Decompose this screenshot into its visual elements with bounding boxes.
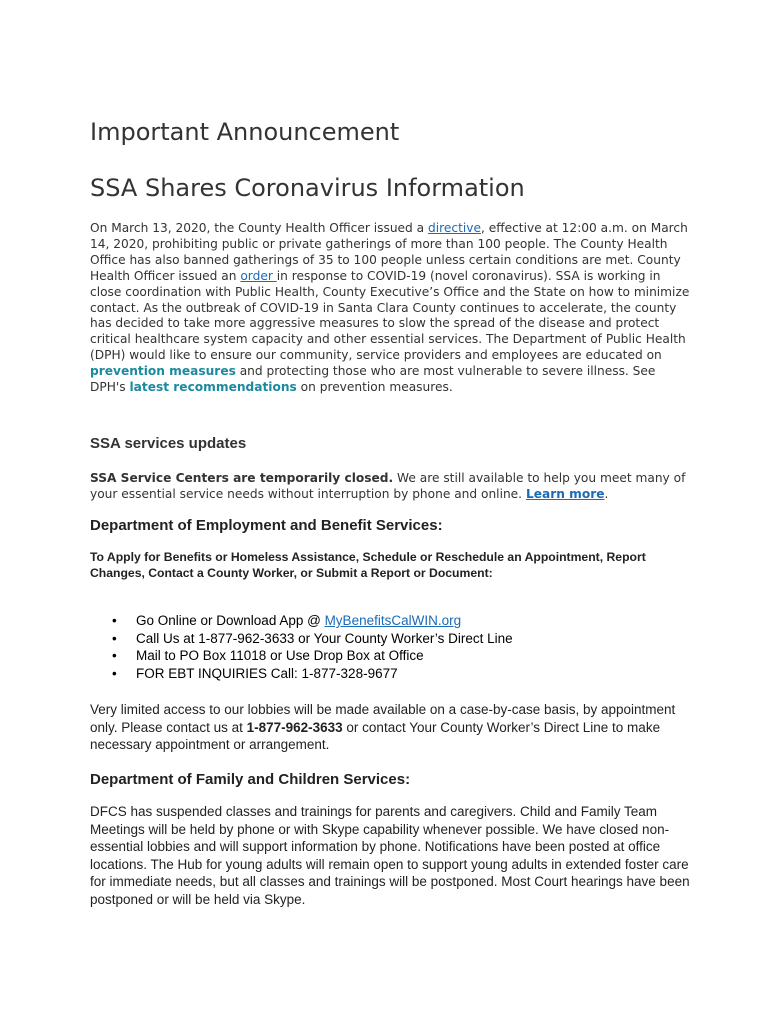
intro-text-5: on prevention measures.: [296, 380, 453, 395]
announcement-heading: Important Announcement: [90, 118, 400, 146]
intro-text-1: On March 13, 2020, the County Health Officer issued a: [90, 221, 429, 235]
mybenefits-link[interactable]: MyBenefitsCalWIN.org: [324, 613, 462, 628]
bullet-icon: •: [112, 648, 117, 663]
bullet-text: Call Us at 1-877-962-3633 or Your County Worker’s Direct Line: [136, 630, 513, 646]
debs-heading: Department of Employment and Benefit Services:: [90, 517, 443, 534]
intro-text-4: and protecting those who are most vulnerable to severe illness. See DPH's: [90, 364, 656, 395]
order-link[interactable]: order: [240, 268, 277, 283]
lobby-text-1: Very limited access to our lobbies will be made available on a case-by-case basis, by appointment only. Please contact us at: [90, 702, 676, 735]
bullet-icon: •: [112, 630, 117, 646]
services-text: We are still available to help you meet many of your essential service needs without interruption by phone and online.: [90, 471, 686, 501]
bullet-text: FOR EBT INQUIRIES Call: 1-877-328-9677: [136, 665, 398, 681]
list-item: [112, 647, 513, 665]
bullet-icon: •: [112, 665, 117, 681]
debs-lobby-paragraph: [90, 701, 690, 754]
intro-text-3: in response to COVID-19 (novel coronavirus). SSA is working in close coordination with Public Health, County Executive’s Office and the State on how to minimize contact. As the outbreak of COVID-19 in Santa Clara County continues to accelerate, the county has decided to take more aggressive measures to slow the spread of the disease and protect critical healthcare system capacity and other essential services. The Department of Public Health (DPH) would like to ensure our community, service providers and employees are educated on: [90, 268, 690, 363]
list-item: [112, 612, 513, 630]
lobby-phone: 1-877-962-3633: [246, 719, 343, 735]
lobby-text-2: or contact Your County Worker’s Direct Line to make necessary appointment or arrangement.: [90, 719, 661, 752]
latest-recommendations-link[interactable]: latest recommendations: [129, 380, 297, 395]
dfcs-heading: Department of Family and Children Services:: [90, 771, 411, 788]
services-end: .: [604, 487, 609, 501]
intro-paragraph: [90, 221, 690, 396]
intro-text-2: , effective at 12:00 a.m. on March 14, 2020, prohibiting public or private gatherings of more than 100 people. The County Health Office has also banned gatherings of 35 to 100 people unless certain conditions are met. County Health Officer issued an: [90, 221, 688, 283]
directive-link[interactable]: directive: [428, 221, 481, 235]
prevention-measures-link[interactable]: prevention measures: [90, 364, 236, 379]
services-closed-notice: SSA Service Centers are temporarily closed.: [90, 471, 394, 485]
debs-intro: To Apply for Benefits or Homeless Assistance, Schedule or Reschedule an Appointment, Report Changes, Contact a County Worker, or Submit a Report or Document:: [90, 550, 646, 580]
learn-more-link[interactable]: Learn more: [525, 487, 605, 501]
list-item: [112, 630, 513, 648]
bullet-icon: •: [112, 613, 117, 628]
bullet-text: Go Online or Download App @: [136, 613, 325, 628]
services-heading: SSA services updates: [90, 435, 247, 452]
debs-bullet-list: [112, 612, 513, 682]
page-title: SSA Shares Coronavirus Information: [90, 174, 525, 202]
dfcs-paragraph: DFCS has suspended classes and trainings for parents and caregivers. Child and Family Team Meetings will be held by phone or with Skype capability whenever possible. We have closed non-essential lobbies and will support information by phone. Notifications have been posted at office locations. The Hub for young adults will remain open to support young adults in extended foster care for immediate needs, but all classes and trainings will be postponed. Most Court hearings have been postponed or will be held via Skype.: [90, 804, 690, 907]
list-item: [112, 665, 513, 683]
bullet-text: Mail to PO Box 11018 or Use Drop Box at Office: [136, 648, 424, 663]
services-paragraph: [90, 470, 690, 502]
